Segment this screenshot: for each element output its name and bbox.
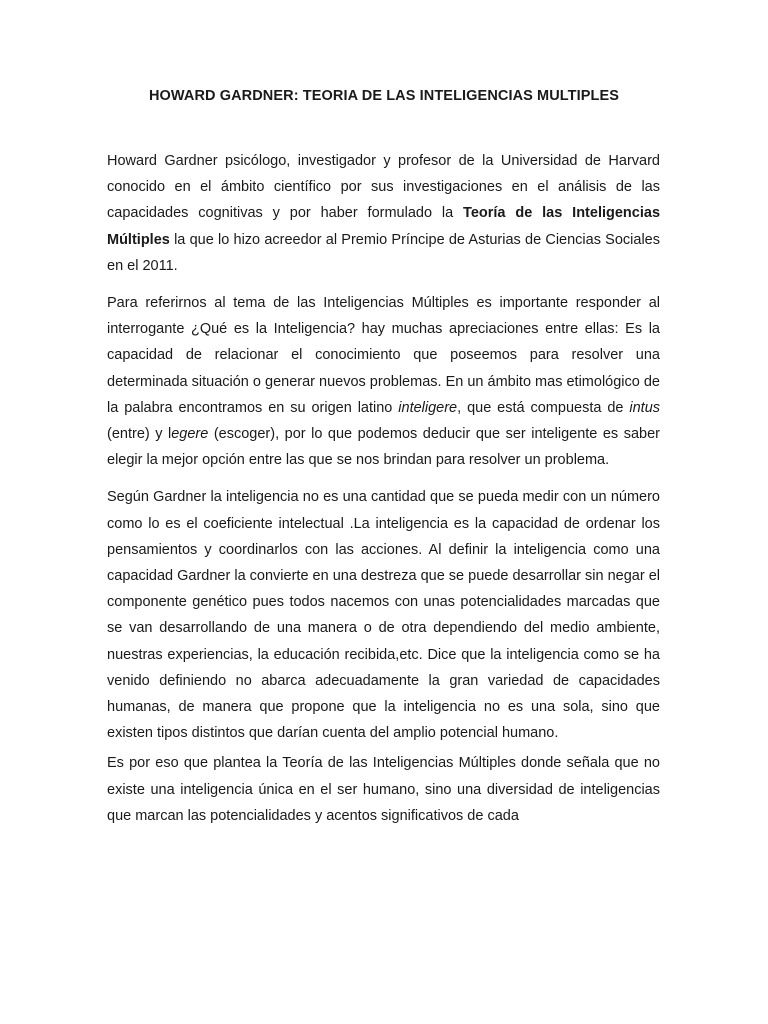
document-title: HOWARD GARDNER: TEORIA DE LAS INTELIGENCIAS MULTIPLES [148,88,620,104]
paragraph-2-text-c: , que está compuesta de [457,399,630,416]
paragraph-2-text-g: (escoger), por lo que podemos deducir que ser inteligente es saber elegir la mejor opción entre las que se nos brindan para resolver un problema. [107,426,660,469]
term-intus: intus [629,399,661,416]
paragraph-3: Según Gardner la inteligencia no es una cantidad que se pueda medir con un número como lo es el coeficiente intelectual .La inteligencia es la capacidad de ordenar los pensamientos y coordinarlos con las acciones. Al definir la inteligencia como una capacidad Gardner la convierte en una destreza que se puede desarrollar sin negar el componente genético pues todos nacemos con unas potencialidades marcadas que se van desarrollando de una manera o de otra dependiendo del medio ambiente, nuestras experiencias, la educación recibida,etc. Dice que la inteligencia como se ha venido definiendo no abarca adecuadamente la gran variedad de capacidades humanas, de manera que propone que la inteligencia no es una sola, sino que existen tipos distintos que darían cuenta del amplio potencial humano. [107,489,660,742]
paragraph-4: Es por eso que plantea la Teoría de las Inteligencias Múltiples donde señala que no existe una inteligencia única en el ser humano, sino una diversidad de inteligencias que marcan las potencialidades y acentos significativos de cada [107,755,660,824]
theory-name-bold: Teoría de las Inteligencias Múltiples [107,205,661,248]
term-legere: egere [171,426,209,443]
paragraph-1 [107,148,660,279]
paragraph-2 [107,290,660,473]
document-body [107,148,660,840]
paragraph-1-text-a: Howard Gardner psicólogo, investigador y profesor de la Universidad de Harvard conocido en el ámbito científico por sus investigaciones en el análisis de las capacidades cognitivas y por haber formulado la [107,153,660,222]
term-inteligere: inteligere [398,399,458,416]
paragraph-2-text-e: (entre) y l [107,426,172,443]
paragraph-2-text-a: Para referirnos al tema de las Inteligencias Múltiples es importante responder al interrogante ¿Qué es la Inteligencia? hay muchas apreciaciones entre ellas: Es la capacidad de relacionar el conocimiento que poseemos para resolver una determinada situación o generar nuevos problemas. En un ámbito mas etimológico de la palabra encontramos en su origen latino [107,295,660,416]
paragraph-1-text-c: la que lo hizo acreedor al Premio Príncipe de Asturias de Ciencias Sociales en el 2011. [107,231,660,274]
